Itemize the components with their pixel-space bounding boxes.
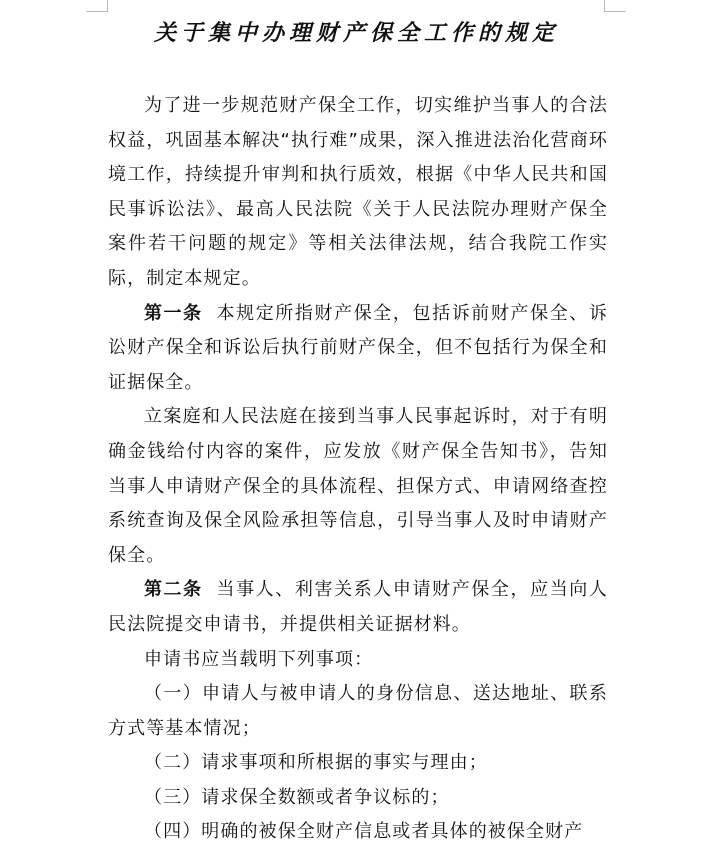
list-item: （一）申请人与被申请人的身份信息、送达地址、联系方式等基本情况； [108, 683, 608, 739]
article-1-label: 第一条 [144, 302, 203, 324]
article-2-paragraph [108, 573, 608, 642]
crop-mark-top-left [86, 11, 108, 12]
list-item: （三）请求保全数额或者争议标的； [144, 786, 450, 808]
article-1-paragraph [108, 297, 608, 401]
list-item: （二）请求事项和所根据的事实与理由； [144, 752, 488, 774]
list-item: （四）明确的被保全财产信息或者具体的被保全财产 [144, 821, 584, 843]
article-2-text: 当事人、利害关系人申请财产保全，应当向人民法院提交申请书，并提供相关证据材料。 [108, 579, 608, 635]
article-1-paragraph-2: 立案庭和人民法庭在接到当事人民事起诉时，对于有明确金钱给付内容的案件，应发放《财产保全告知书》，告知当事人申请财产保全的具体流程、担保方式、申请网络查控系统查询及保全风险承担等信息，引导当事人及时申请财产保全。 [108, 406, 608, 566]
intro-paragraph: 为了进一步规范财产保全工作，切实维护当事人的合法权益，巩固基本解决“执行难”成果，深入推进法治化营商环境工作，持续提升审判和执行质效，根据《中华人民共和国民事诉讼法》、最高人民法院《关于人民法院办理财产保全案件若干问题的规定》等相关法律法规，结合我院工作实际，制定本规定。 [108, 95, 608, 289]
crop-mark-top-left [107, 0, 108, 12]
article-2-label: 第二条 [144, 579, 203, 601]
article-1-text: 本规定所指财产保全，包括诉前财产保全、诉讼财产保全和诉讼后执行前财产保全，但不包括行为保全和证据保全。 [108, 302, 608, 393]
article-2-paragraph-2: 申请书应当载明下列事项： [144, 648, 374, 670]
document-body [108, 89, 608, 850]
crop-mark-top-right [604, 11, 626, 12]
crop-mark-top-right [604, 0, 605, 12]
document-title: 关于集中办理财产保全工作的规定 [153, 20, 559, 46]
